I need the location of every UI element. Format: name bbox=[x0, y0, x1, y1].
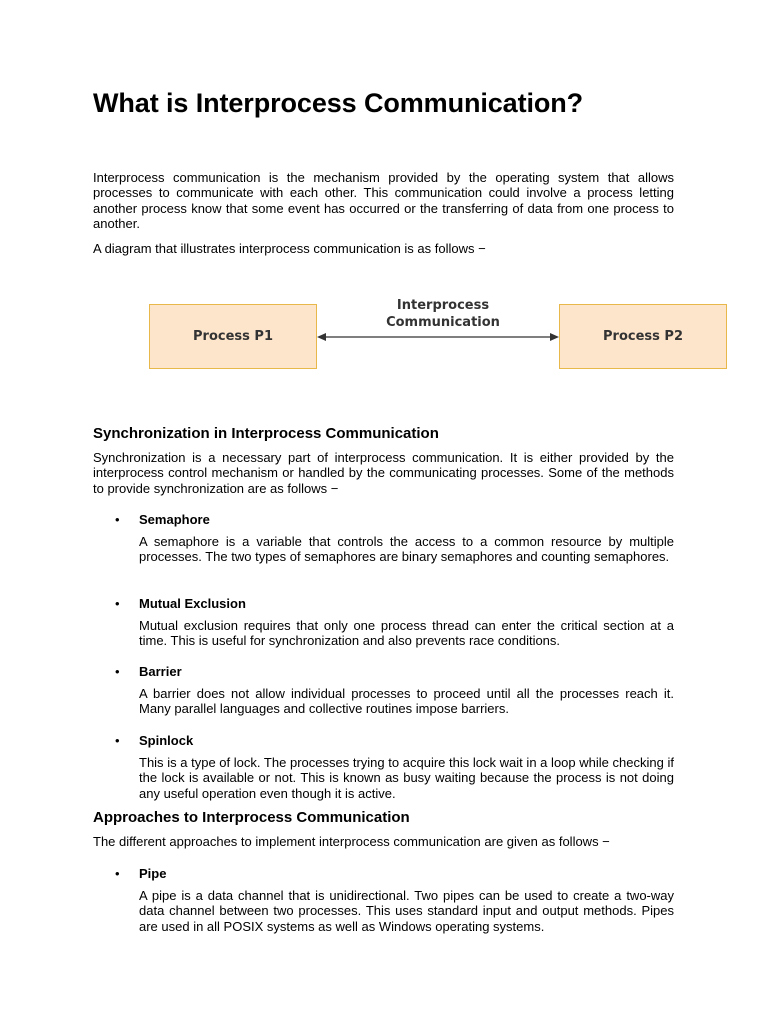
arrow-head-right bbox=[550, 333, 559, 341]
ipc-arrow-label-line1: Interprocess bbox=[396, 298, 490, 313]
ipc-arrow-label bbox=[370, 298, 516, 331]
bullet-icon: • bbox=[115, 733, 120, 748]
process-p1-label: Process P1 bbox=[193, 329, 273, 344]
list-item-title: Mutual Exclusion bbox=[139, 596, 246, 611]
bullet-icon: • bbox=[115, 596, 120, 611]
list-item-title: Barrier bbox=[139, 664, 182, 679]
list-item-text: A semaphore is a variable that controls the access to a common resource by multiple processes. The two types of semaphores are binary semaphores and counting semaphores. bbox=[139, 534, 674, 565]
bullet-icon: • bbox=[115, 512, 120, 527]
list-item-text: This is a type of lock. The processes trying to acquire this lock wait in a loop while checking if the lock is available or not. This is known as busy waiting because the process is not doing any useful operation even though it is active. bbox=[139, 755, 674, 801]
bullet-icon: • bbox=[115, 664, 120, 679]
approaches-paragraph: The different approaches to implement interprocess communication are given as follows − bbox=[93, 834, 610, 849]
sync-paragraph: Synchronization is a necessary part of interprocess communication. It is either provided by the interprocess control mechanism or handled by the communicating processes. Some of the methods to provide synchronization are as follows − bbox=[93, 450, 674, 496]
page-title: What is Interprocess Communication? bbox=[93, 88, 584, 118]
list-item-title: Spinlock bbox=[139, 733, 194, 748]
diagram-intro-paragraph: A diagram that illustrates interprocess communication is as follows − bbox=[93, 241, 486, 256]
approaches-heading: Approaches to Interprocess Communication bbox=[93, 809, 410, 826]
list-item-text: A barrier does not allow individual processes to proceed until all the processes reach it. Many parallel languages and collective routines impose barriers. bbox=[139, 686, 674, 717]
intro-paragraph: Interprocess communication is the mechanism provided by the operating system that allows processes to communicate with each other. This communication could involve a process letting another process know that some event has occurred or the transferring of data from one process to another. bbox=[93, 170, 674, 231]
list-item-title: Semaphore bbox=[139, 512, 210, 527]
list-item-text: A pipe is a data channel that is unidirectional. Two pipes can be used to create a two-way data channel between two processes. This uses standard input and output methods. Pipes are used in all POSIX systems as well as Windows operating systems. bbox=[139, 888, 674, 934]
arrow-head-left bbox=[317, 333, 326, 341]
process-p2-label: Process P2 bbox=[603, 329, 683, 344]
process-p2-box bbox=[559, 304, 727, 369]
ipc-arrow-label-line2: Communication bbox=[386, 314, 500, 330]
bullet-icon: • bbox=[115, 866, 120, 881]
list-item-title: Pipe bbox=[139, 866, 167, 881]
sync-heading: Synchronization in Interprocess Communication bbox=[93, 425, 439, 442]
process-p1-box bbox=[149, 304, 317, 369]
list-item-text: Mutual exclusion requires that only one process thread can enter the critical section at a time. This is useful for synchronization and also prevents race conditions. bbox=[139, 618, 674, 649]
bidirectional-arrow bbox=[317, 329, 559, 345]
